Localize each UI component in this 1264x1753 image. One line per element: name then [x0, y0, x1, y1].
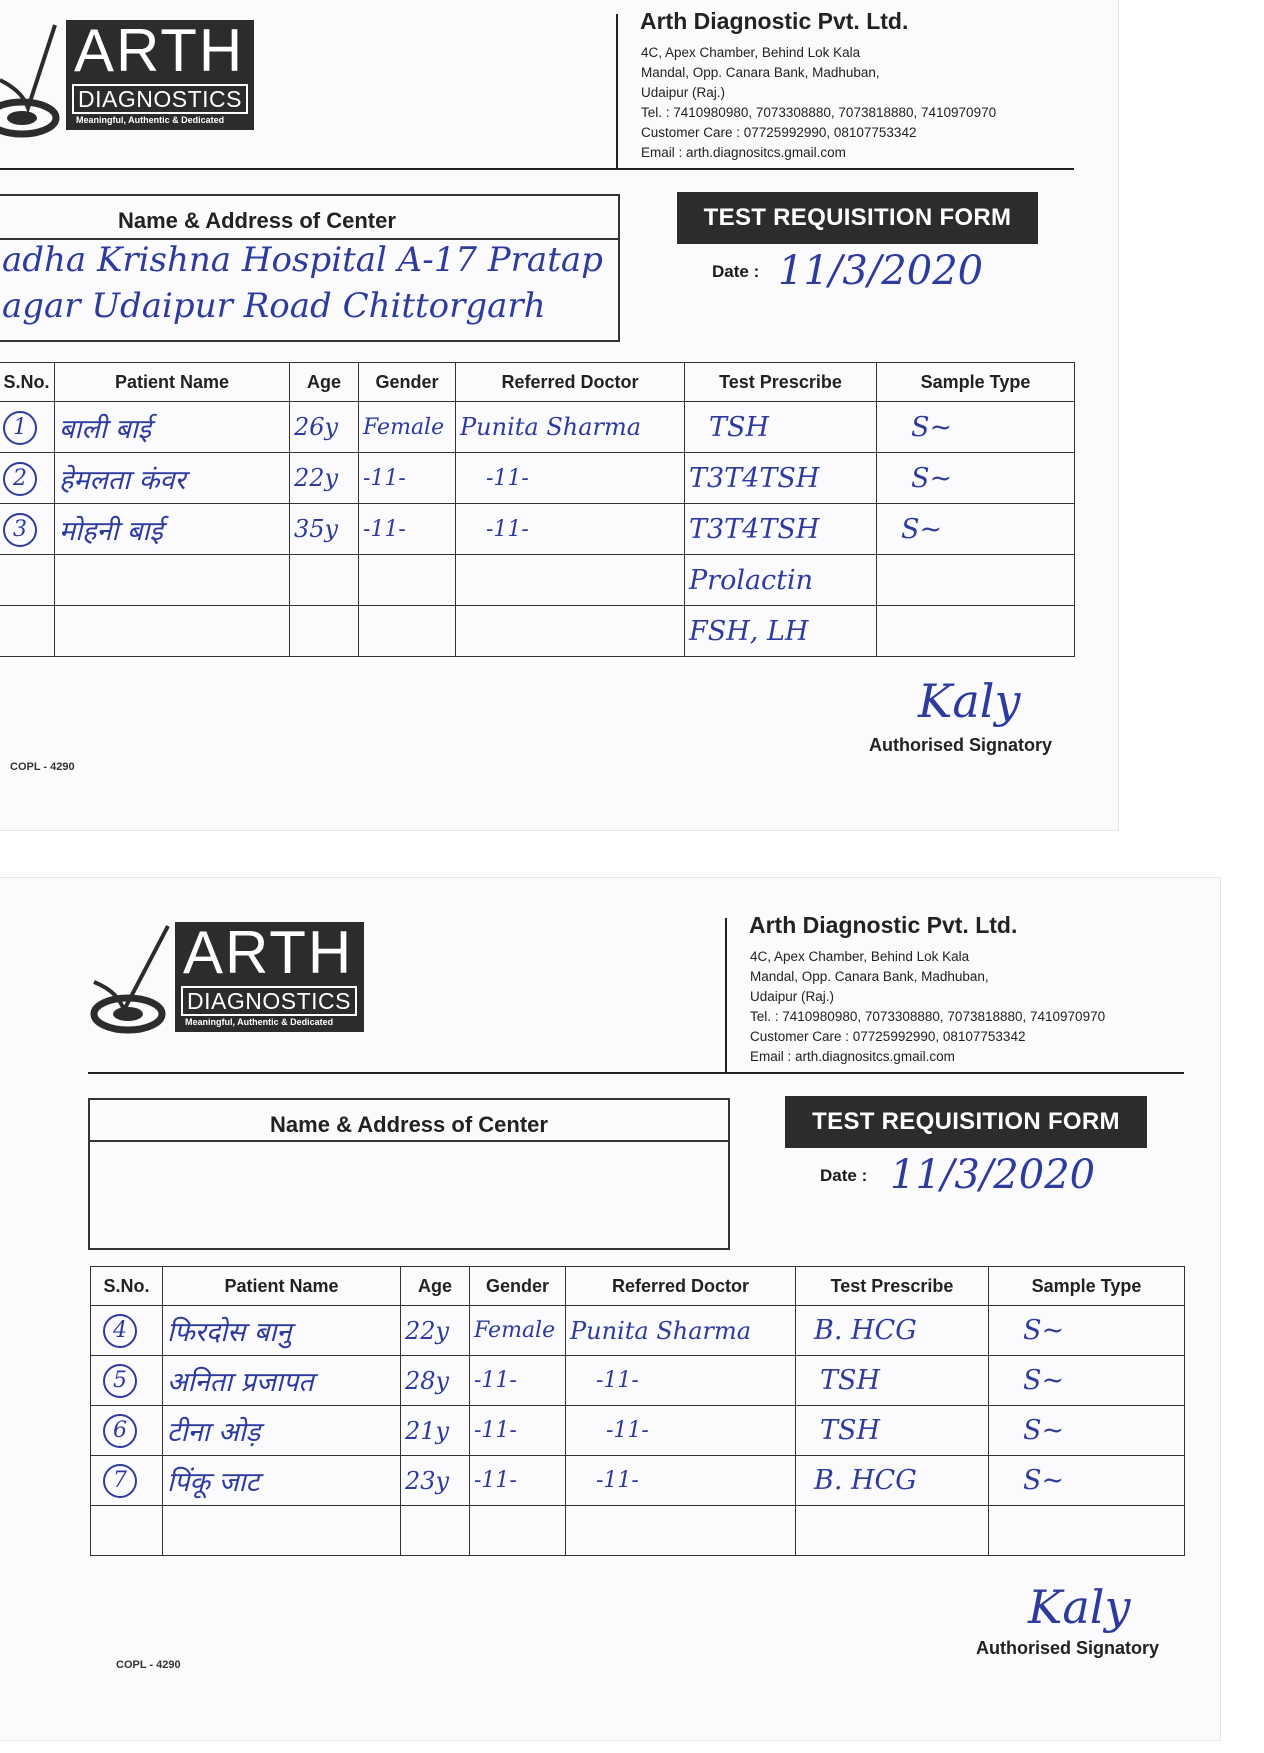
- row-doctor: Punita Sharma: [456, 402, 685, 453]
- col-sno: S.No.: [0, 363, 55, 402]
- row-test: TSH: [796, 1356, 989, 1406]
- table-header-row: [0, 363, 1075, 402]
- row-sno: 7: [103, 1464, 137, 1498]
- row-sample: S~: [877, 453, 1075, 504]
- authorised-signatory-label: Authorised Signatory: [869, 735, 1053, 755]
- row-test: Prolactin: [685, 555, 877, 606]
- row-sample: S~: [989, 1456, 1185, 1506]
- logo-brand-text: ARTH: [183, 919, 354, 986]
- company-customer-care: Customer Care : 07725992990, 08107753342: [641, 125, 917, 140]
- row-test: TSH: [685, 402, 877, 453]
- row-sample: S~: [989, 1356, 1185, 1406]
- row-gender: -11-: [470, 1356, 566, 1406]
- col-age: Age: [290, 363, 359, 402]
- company-name: Arth Diagnostic Pvt. Ltd.: [640, 8, 909, 34]
- header-divider: [616, 14, 618, 170]
- col-referred-doctor: Referred Doctor: [456, 363, 685, 402]
- col-sample-type: Sample Type: [989, 1267, 1185, 1306]
- brand-logo: [66, 17, 254, 130]
- row-doctor: -11-: [566, 1356, 796, 1406]
- row-gender: Female: [359, 402, 456, 453]
- logo-sub-text: DIAGNOSTICS: [181, 986, 357, 1016]
- logo-sub-text: DIAGNOSTICS: [72, 84, 248, 114]
- row-sample: S~: [989, 1306, 1185, 1356]
- header-divider: [725, 918, 727, 1074]
- center-address-line-1: adha Krishna Hospital A-17 Pratap: [2, 240, 603, 280]
- company-email: Email : arth.diagnositcs.gmail.com: [641, 145, 846, 160]
- row-patient-name: बाली बाई: [55, 402, 290, 453]
- row-sno: 6: [103, 1414, 137, 1448]
- company-address: 4C, Apex Chamber, Behind Lok Kala Mandal, Opp. Canara Bank, Madhuban, Udaipur (Raj.) Tel. : 7410980980, 7073308880, 7073818880, 7410970970 Customer Care : 07725992990, 08107753342 Email : arth.diagnositcs.gmail.com: [750, 947, 1105, 1067]
- table-row: [0, 555, 1075, 606]
- row-test: B. HCG: [796, 1306, 989, 1356]
- row-age: 22y: [401, 1306, 470, 1356]
- col-patient-name: Patient Name: [163, 1267, 401, 1306]
- date-label: Date :: [712, 262, 760, 281]
- table-row: [0, 504, 1075, 555]
- form-title-banner: TEST REQUISITION FORM: [677, 192, 1038, 244]
- company-email: Email : arth.diagnositcs.gmail.com: [750, 1049, 955, 1064]
- date-label: Date :: [820, 1166, 868, 1185]
- target-logo-icon: [0, 20, 62, 140]
- row-gender: Female: [470, 1306, 566, 1356]
- row-gender: -11-: [470, 1456, 566, 1506]
- table-header-row: [91, 1267, 1185, 1306]
- company-customer-care: Customer Care : 07725992990, 08107753342: [750, 1029, 1026, 1044]
- row-sno: 5: [103, 1364, 137, 1398]
- copl-code: COPL - 4290: [10, 761, 75, 773]
- row-age: 21y: [401, 1406, 470, 1456]
- logo-tagline: Meaningful, Authentic & Dedicated: [185, 1017, 334, 1027]
- company-address: 4C, Apex Chamber, Behind Lok Kala Mandal, Opp. Canara Bank, Madhuban, Udaipur (Raj.) Tel. : 7410980980, 7073308880, 7073818880, 7410970970 Customer Care : 07725992990, 08107753342 Email : arth.diagnositcs.gmail.com: [641, 43, 996, 163]
- header-rule: [88, 1072, 1184, 1074]
- table-row: [91, 1456, 1185, 1506]
- row-doctor: -11-: [456, 504, 685, 555]
- col-patient-name: Patient Name: [55, 363, 290, 402]
- row-sample: S~: [877, 402, 1075, 453]
- col-sno: S.No.: [91, 1267, 163, 1306]
- center-address-box: [88, 1098, 730, 1250]
- row-patient-name: मोहनी बाई: [55, 504, 290, 555]
- row-patient-name: फिरदोस बानु: [163, 1306, 401, 1356]
- row-test: T3T4TSH: [685, 504, 877, 555]
- center-box-title: Name & Address of Center: [118, 208, 396, 233]
- row-test: TSH: [796, 1406, 989, 1456]
- center-address-line-2: agar Udaipur Road Chittorgarh: [2, 286, 546, 326]
- row-doctor: -11-: [566, 1456, 796, 1506]
- date-value: 11/3/2020: [778, 248, 984, 294]
- row-sno: 2: [3, 462, 37, 496]
- row-patient-name: पिंकू जाट: [163, 1456, 401, 1506]
- row-doctor: -11-: [456, 453, 685, 504]
- authorised-signatory-label: Authorised Signatory: [976, 1638, 1160, 1658]
- row-sno: 4: [103, 1314, 137, 1348]
- col-gender: Gender: [359, 363, 456, 402]
- col-referred-doctor: Referred Doctor: [566, 1267, 796, 1306]
- row-patient-name: हेमलता कंवर: [55, 453, 290, 504]
- form-title-banner: TEST REQUISITION FORM: [785, 1096, 1147, 1148]
- table-row: [0, 606, 1075, 657]
- row-age: 22y: [290, 453, 359, 504]
- table-row: [0, 453, 1075, 504]
- date-value: 11/3/2020: [890, 1152, 1096, 1198]
- logo-brand-text: ARTH: [74, 17, 245, 84]
- table-row: [91, 1506, 1185, 1556]
- row-sample: S~: [877, 504, 1075, 555]
- center-address-box: [0, 194, 620, 342]
- row-gender: -11-: [359, 504, 456, 555]
- row-test: T3T4TSH: [685, 453, 877, 504]
- patient-table-1: [0, 362, 1075, 657]
- table-row: [91, 1306, 1185, 1356]
- col-gender: Gender: [470, 1267, 566, 1306]
- logo-tagline: Meaningful, Authentic & Dedicated: [76, 115, 225, 125]
- col-test-prescribe: Test Prescribe: [685, 363, 877, 402]
- table-row: [91, 1356, 1185, 1406]
- company-name: Arth Diagnostic Pvt. Ltd.: [749, 912, 1018, 938]
- header-rule: [0, 168, 1074, 170]
- signature-2: Kaly: [1028, 1580, 1131, 1634]
- row-gender: -11-: [359, 453, 456, 504]
- copl-code: COPL - 4290: [116, 1659, 181, 1671]
- col-test-prescribe: Test Prescribe: [796, 1267, 989, 1306]
- row-test: FSH, LH: [685, 606, 877, 657]
- row-age: 28y: [401, 1356, 470, 1406]
- row-age: 35y: [290, 504, 359, 555]
- row-sno: 1: [3, 411, 37, 445]
- row-test: B. HCG: [796, 1456, 989, 1506]
- table-row: [91, 1406, 1185, 1456]
- row-gender: -11-: [470, 1406, 566, 1456]
- row-sample: S~: [989, 1406, 1185, 1456]
- center-box-title: Name & Address of Center: [270, 1112, 548, 1137]
- row-sno: 3: [3, 513, 37, 547]
- target-logo-icon: [88, 922, 174, 1034]
- brand-logo: [175, 919, 364, 1032]
- col-age: Age: [401, 1267, 470, 1306]
- company-tel: Tel. : 7410980980, 7073308880, 7073818880, 7410970970: [641, 105, 997, 120]
- table-row: [0, 402, 1075, 453]
- row-doctor: -11-: [566, 1406, 796, 1456]
- row-patient-name: टीना ओड़: [163, 1406, 401, 1456]
- col-sample-type: Sample Type: [877, 363, 1075, 402]
- company-tel: Tel. : 7410980980, 7073308880, 7073818880, 7410970970: [750, 1009, 1106, 1024]
- patient-table-2: [90, 1266, 1185, 1556]
- signature-1: Kaly: [918, 674, 1021, 728]
- row-doctor: Punita Sharma: [566, 1306, 796, 1356]
- row-age: 26y: [290, 402, 359, 453]
- row-age: 23y: [401, 1456, 470, 1506]
- row-patient-name: अनिता प्रजापत: [163, 1356, 401, 1406]
